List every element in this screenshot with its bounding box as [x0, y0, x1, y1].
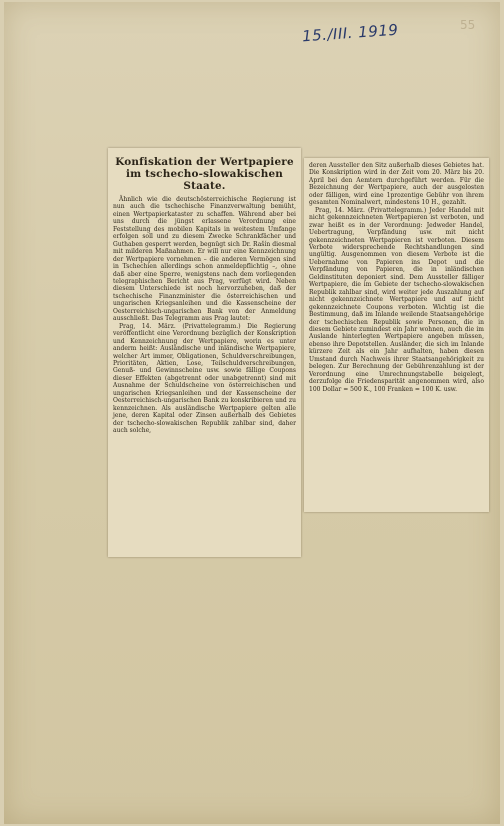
newspaper-clipping-right	[304, 158, 489, 512]
article-headline: Konfiskation der Wertpapiere im tschecho-slowakischen Staate.	[115, 156, 294, 192]
newspaper-clipping-left	[108, 148, 301, 557]
paragraph: Ähnlich wie die deutschösterreichische Regierung ist nun auch die tschechische Finanzverwaltung bemüht, einen Wertpapierkataster zu schaffen. Während aber bei uns durch die jüngst erlassene Verordnung eine Feststellung des mobilen Kapitals in weitestem Umfange erfolgen soll und zu diesem Zwecke Schrankfächer und Guthaben gesperrt werden, begnügt sich Dr. Rašín diesmal mit milderen Maßnahmen. Er will nur eine Kennzeichnung der Wertpapiere vornehmen – die anderen Vermögen sind in Tschechien allerdings schon anmeldepflichtig –, ohne daß aber eine Sperre, wenigstens nach dem vorliegenden telegraphischen Bericht aus Prag, verfügt wird. Neben diesem Unterschiede ist noch hervorzuheben, daß der tschechische Finanzminister die österreichischen und ungarischen Kriegsanleihen und die Kassenscheine der Oesterreichisch-ungarischen Bank von der Anmeldung ausschließt. Das Telegramm aus Prag lautet:	[113, 196, 296, 323]
handwritten-date: 15./III. 1919	[301, 20, 399, 46]
paragraph: Prag, 14. März. (Privattelegramm.) Die Regierung veröffentlicht eine Verordnung bezüglich der Konskription und Kennzeichnung der Wertpapiere, worin es unter anderm heißt: Ausländische und inländische Wertpapiere, welcher Art immer, Obligationen, Schuldverschreibungen, Prioritäten, Aktien, Lose, Teilschuldverschreibungen, Genuß- und Gewinnscheine usw. sowie fällige Coupons dieser Effekten (abgetrennt oder unabgetrennt) sind mit Ausnahme der Schuldscheine von österreichischen und ungarischen Kriegsanleihen und der Kassenscheine der Oesterreichisch-ungarischen Bank zu konskribieren und zu kennzeichnen. Als ausländische Wertpapiere gelten alle jene, deren Kapital oder Zinsen außerhalb des Gebietes der tschecho-slowakischen Republik zahlbar sind, daher auch solche,	[113, 322, 296, 435]
paragraph: deren Aussteller den Sitz außerhalb dieses Gebietes hat. Die Konskription wird in der Zeit vom 20. März bis 20. April bei den Aemtern durchgeführt werden. Für die Bezeichnung der Wertpapiere, auch der ausgelosten oder fälligen, wird eine 1prozentige Gebühr von ihrem gesamten Nominalwert, mindestens 10 H., gezahlt.	[309, 162, 484, 207]
page-number: 55	[460, 18, 476, 32]
article-body-right	[304, 158, 489, 393]
article-body-left	[108, 196, 301, 435]
paragraph: Prag, 14. März. (Privattelegramm.) Jeder Handel mit nicht gekennzeichneten Wertpapieren ist verboten, und zwar heißt es in der Verordnung: Jedweder Handel, Uebertragung, Verpfändung usw. mit nicht gekennzeichneten Wertpapieren ist verboten. Diesem Verbote widersprechende Rechtshandlungen sind ungültig. Ausgenommen von diesem Verbote ist die Uebernahme von Papieren ins Depot und die Verpfändung von Papieren, die in inländischen Geldinstituten deponiert sind. Dem Aussteller fälliger Wertpapiere, die im Gebiete der tschecho-slowakischen Republik zahlbar sind, wird weiter jede Auszahlung auf nicht gekennzeichnete Wertpapiere und auf nicht gekennzeichnete Coupons verboten. Wichtig ist die Bestimmung, daß im Inlande weilende Staatsangehörige der tschechischen Republik sowie Personen, die in diesem Gebiete zumindest ein Jahr wohnen, auch die im Auslande hinterlegten Wertpapiere angeben müssen, ebenso ihre Depotstellen. Ausländer, die sich im Inlande kürzere Zeit als ein Jahr aufhalten, haben diesen Umstand durch Nachweis ihrer Staatsangehörigkeit zu belegen. Zur Berechnung der Gebührenzahlung ist der Verordnung eine Umrechnungstabelle beigelegt, derzufolge die Friedensparität angenommen wird, also 100 Dollar = 500 K., 100 Franken = 100 K. usw.	[309, 206, 484, 393]
